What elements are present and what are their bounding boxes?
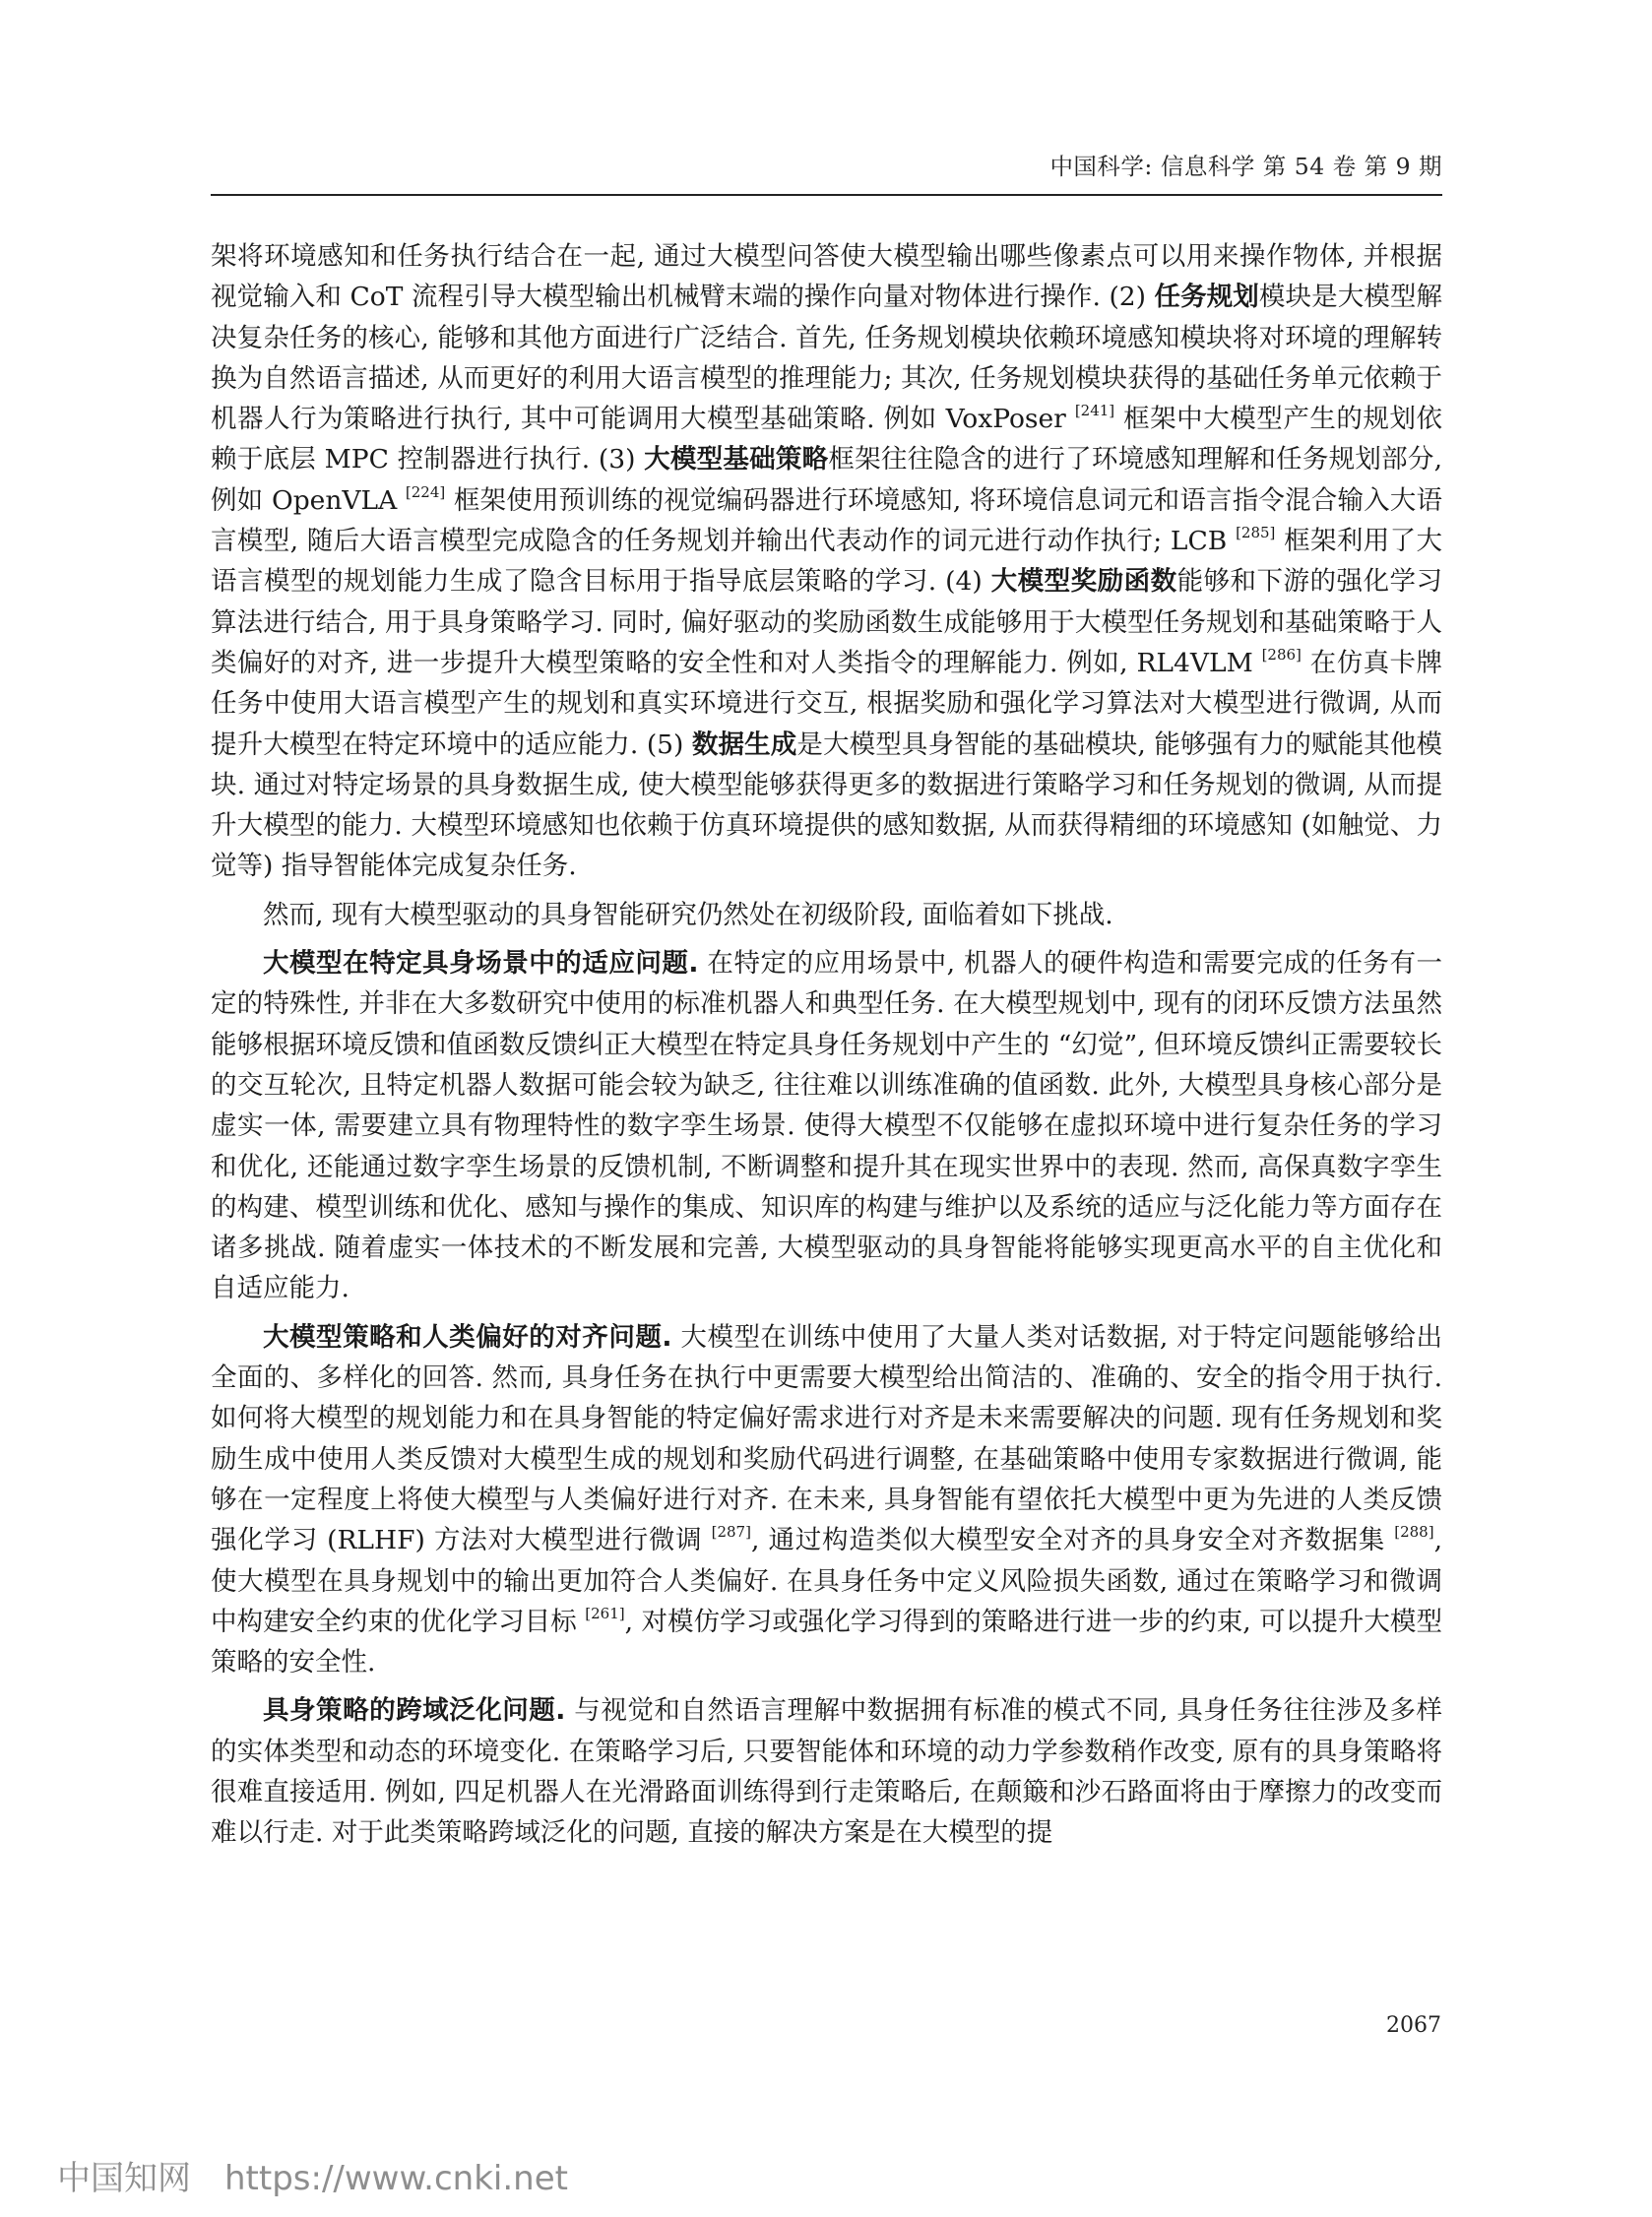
text-run: , 使大模型在具身规划中的输出更加符合人类偏好. 在具身任务中定义风险损失函数, 通过在策略学习和微调中构建安全约束的优化学习目标 xyxy=(211,1525,1442,1637)
text-run: 大模型在训练中使用了大量人类对话数据, 对于特定问题能够给出全面的、多样化的回答. 然而, 具身任务在执行中更需要大模型给出简洁的、准确的、安全的指令用于执行. 如何将大模型的规划能力和在具身智能的特定偏好需求进行对齐是未来需要解决的问题. 现有任务规划和奖励生成中使用人类反馈对大模型生成的规划和奖励代码进行调整, 在基础策略中使用专家数据进行微调, 能够在一定程度上将使大模型与人类偏好进行对齐. 在未来, 具身智能有望依托大模型中更为先进的人类反馈强化学习 (RLHF) 方法对大模型进行微调 xyxy=(211,1321,1442,1556)
text-run: 在特定的应用场景中, 机器人的硬件构造和需要完成的任务有一定的特殊性, 并非在大多数研究中使用的标准机器人和典型任务. 在大模型规划中, 现有的闭环反馈方法虽然能够根据环境反馈和值函数反馈纠正大模型在特定具身任务规划中产生的 “幻觉”, 但环境反馈纠正需要较长的交互轮次, 且特定机器人数据可能会较为缺乏, 往往难以训练准确的值函数. 此外, 大模型具身核心部分是虚实一体, 需要建立具有物理特性的数字孪生场景. 使得大模型不仅能够在虚拟环境中进行复杂任务的学习和优化, 还能通过数字孪生场景的反馈机制, 不断调整和提升其在现实世界中的表现. 然而, 高保真数字孪生的构建、模型训练和优化、感知与操作的集成、知识库的构建与维护以及系统的适应与泛化能力等方面存在诸多挑战. 随着虚实一体技术的不断发展和完善, 大模型驱动的具身智能将能够实现更高水平的自主优化和自适应能力. xyxy=(211,948,1442,1304)
paragraph-adaptation xyxy=(211,943,1442,1309)
cnki-watermark xyxy=(57,2151,568,2199)
term-base-policy: 大模型基础策略 xyxy=(644,444,829,475)
text-run: 框架中大模型产生的规划依赖于底层 MPC 控制器进行执行. (3) xyxy=(211,404,1442,475)
paragraph-modules xyxy=(211,236,1442,887)
text-run: 框架使用预训练的视觉编码器进行环境感知, 将环境信息词元和语言指令混合输入大语言模型, 随后大语言模型完成隐含的任务规划并输出代表动作的词元进行动作执行; LCB xyxy=(211,484,1442,557)
citation-285[interactable]: [285] xyxy=(1236,524,1276,542)
paragraph-generalization xyxy=(211,1690,1442,1853)
page-number: 2067 xyxy=(1386,2013,1441,2038)
citation-261[interactable]: [261] xyxy=(585,1604,625,1622)
citation-241[interactable]: [241] xyxy=(1074,402,1115,420)
citation-224[interactable]: [224] xyxy=(405,482,446,501)
text-run: 架将环境感知和任务执行结合在一起, 通过大模型问答使大模型输出哪些像素点可以用来操作物体, 并根据视觉输入和 CoT 流程引导大模型输出机械臂末端的操作向量对物体进行操作. (2) xyxy=(211,241,1442,313)
article-body xyxy=(211,236,1442,1862)
text-run: 然而, 现有大模型驱动的具身智能研究仍然处在初级阶段, 面临着如下挑战. xyxy=(263,899,1113,930)
cnki-logo-text: 中国知网 xyxy=(57,2159,191,2198)
text-run: 框架利用了大语言模型的规划能力生成了隐含目标用于指导底层策略的学习. (4) xyxy=(211,526,1442,598)
text-run: 能够和下游的强化学习算法进行结合, 用于具身策略学习. 同时, 偏好驱动的奖励函数生成能够用于大模型任务规划和基础策略于人类偏好的对齐, 进一步提升大模型策略的安全性和对人类指令的理解能力. 例如, RL4VLM xyxy=(211,566,1443,678)
text-run: 模块是大模型解决复杂任务的核心, 能够和其他方面进行广泛结合. 首先, 任务规划模块依赖环境感知模块将对环境的理解转换为自然语言描述, 从而更好的利用大语言模型的推理能力; 其次, 任务规划模块获得的基础任务单元依赖于机器人行为策略进行执行, 其中可能调用大模型基础策略. 例如 VoxPoser xyxy=(211,282,1443,435)
header-rule xyxy=(211,194,1442,196)
heading-alignment-problem: 大模型策略和人类偏好的对齐问题. xyxy=(263,1321,672,1353)
cnki-url[interactable]: https://www.cnki.net xyxy=(224,2159,568,2198)
text-run: , 对模仿学习或强化学习得到的策略进行进一步的约束, 可以提升大模型策略的安全性. xyxy=(211,1606,1442,1679)
heading-generalization-problem: 具身策略的跨域泛化问题. xyxy=(263,1695,566,1727)
text-run: 在仿真卡牌任务中使用大语言模型产生的规划和真实环境进行交互, 根据奖励和强化学习算法对大模型进行微调, 从而提升大模型在特定环境中的适应能力. (5) xyxy=(211,647,1442,760)
citation-287[interactable]: [287] xyxy=(711,1523,751,1542)
heading-adaptation-problem: 大模型在特定具身场景中的适应问题. xyxy=(263,948,699,980)
text-run: , 通过构造类似大模型安全对齐的具身安全对齐数据集 xyxy=(750,1525,1395,1556)
citation-288[interactable]: [288] xyxy=(1394,1523,1434,1542)
text-run: 与视觉和自然语言理解中数据拥有标准的模式不同, 具身任务往往涉及多样的实体类型和动态的环境变化. 在策略学习后, 只要智能体和环境的动力学参数稍作改变, 原有的具身策略将很难直接适用. 例如, 四足机器人在光滑路面训练得到行走策略后, 在颠簸和沙石路面将由于摩擦力的改变而难以行走. 对于此类策略跨域泛化的问题, 直接的解决方案是在大模型的提 xyxy=(211,1695,1442,1849)
text-run: 框架往往隐含的进行了环境感知理解和任务规划部分, 例如 OpenVLA xyxy=(211,444,1443,516)
term-data-generation: 数据生成 xyxy=(691,728,797,760)
text-run: 是大模型具身智能的基础模块, 能够强有力的赋能其他模块. 通过对特定场景的具身数据生成, 使大模型能够获得更多的数据进行策略学习和任务规划的微调, 从而提升大模型的能力. 大模型环境感知也依赖于仿真环境提供的感知数据, 从而获得精细的环境感知 (如触觉、力觉等) 指导智能体完成复杂任务. xyxy=(211,728,1443,882)
paragraph-alignment xyxy=(211,1317,1442,1683)
journal-header: 中国科学: 信息科学 第 54 卷 第 9 期 xyxy=(1049,153,1442,180)
paragraph-challenges-intro xyxy=(211,895,1442,935)
term-reward-function: 大模型奖励函数 xyxy=(990,566,1177,598)
citation-286[interactable]: [286] xyxy=(1261,645,1302,664)
term-task-planning: 任务规划 xyxy=(1154,282,1259,313)
